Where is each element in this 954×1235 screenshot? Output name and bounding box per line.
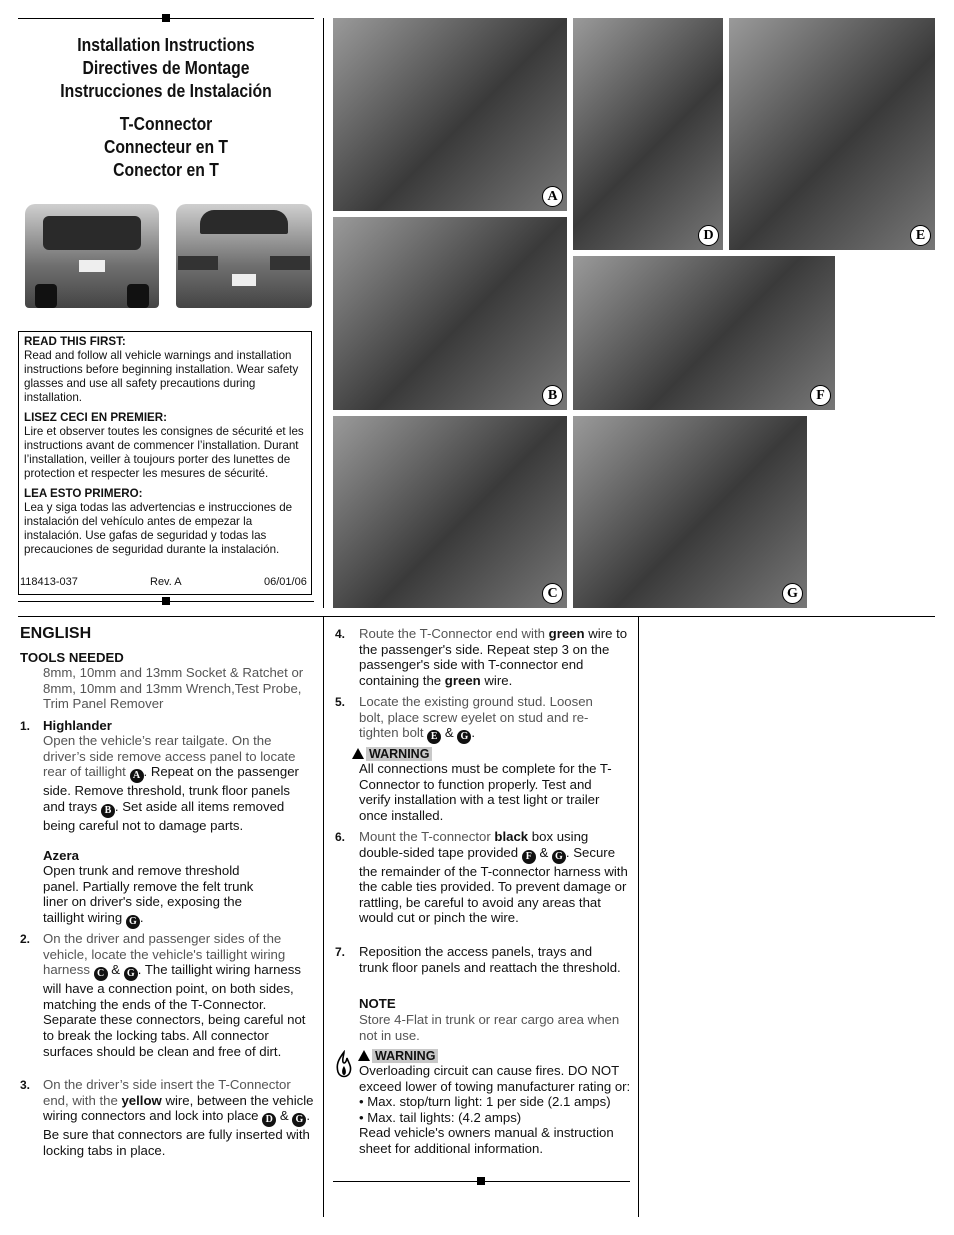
vertical-divider-top — [323, 18, 324, 608]
product-en: T-Connector — [119, 113, 213, 134]
notice-es-heading: LEA ESTO PRIMERO: — [24, 487, 143, 500]
warning-triangle-icon — [358, 1050, 370, 1061]
ampersand: & — [444, 725, 454, 741]
notice-fr-body: Lire et observer toutes les consignes de sécurité et les instructions avant de commencer l’installation. Durant l’installation, veiller à toujours porter des lunettes de protection et respecter les mesures de sécurité. — [24, 425, 304, 480]
step-1-text — [43, 733, 309, 833]
step-6-part-1: Mount the T-connector — [359, 829, 491, 844]
step-1-highlander: Highlander — [43, 718, 112, 733]
step-6-number: 6. — [335, 830, 346, 844]
date: 06/01/06 — [264, 576, 307, 588]
photo-a — [333, 18, 567, 211]
photo-b — [333, 217, 567, 410]
photo-label: G — [782, 583, 803, 604]
step-4-part-2: wire to the passenger's side. Repeat step 3 on the passenger's side with T-connector end containing the — [359, 626, 628, 688]
step-4-green-2: green — [444, 672, 481, 688]
rule-marker — [162, 597, 170, 605]
title-es: Instrucciones de Instalación — [60, 80, 272, 101]
warning-2-line-3: • Max. tail lights: (4.2 amps) — [359, 1109, 522, 1125]
warning-2-line-1: Overloading circuit can cause fires. DO NOT exceed lower of towing manufacturer rating or: — [359, 1063, 631, 1094]
callout-g-icon: G — [126, 915, 140, 929]
callout-f-icon: F — [522, 850, 536, 864]
step-2-number: 2. — [20, 932, 31, 946]
step-3-part-3: . Be sure that connectors are fully inserted with locking tabs in place. — [43, 1108, 310, 1158]
step-3-yellow: yellow — [121, 1092, 162, 1108]
photo-label: B — [542, 385, 563, 406]
photo-label: F — [810, 385, 831, 406]
step-5-number: 5. — [335, 695, 346, 709]
notice-fr-heading: LISEZ CECI EN PREMIER: — [24, 411, 168, 424]
step-1-part-4: Open trunk and remove threshold panel. Partially remove the felt trunk liner on driver's side, exposing the taillight wiring — [43, 863, 254, 925]
step-6-black: black — [494, 829, 529, 844]
notice-en-body: Read and follow all vehicle warnings and installation instructions before beginning installation. Wear safety glasses and use all safety precautions during installation. — [24, 349, 299, 404]
step-1-number: 1. — [20, 719, 31, 733]
step-1-part-3: . Set aside all items removed being careful not to damage parts. — [43, 798, 285, 833]
callout-c-icon: C — [94, 967, 108, 981]
step-5-part-1: Locate the existing ground stud. Loosen bolt, place screw eyelet on stud and re-tighten bolt — [359, 694, 593, 741]
note-heading: NOTE — [359, 996, 396, 1011]
tools-body: 8mm, 10mm and 13mm Socket & Ratchet or 8mm, 10mm and 13mm Wrench,Test Probe, Trim Panel Remover — [43, 665, 304, 712]
ampersand: & — [279, 1108, 289, 1124]
step-6-text — [359, 829, 631, 926]
product-fr: Connecteur en T — [103, 136, 229, 157]
tools-heading: TOOLS NEEDED — [20, 650, 124, 665]
column-divider-2 — [638, 617, 639, 1217]
step-4-green: green — [548, 626, 585, 641]
callout-g-icon: G — [292, 1113, 306, 1127]
step-5-text: Locate the existing ground stud. Loosen bolt, place screw eyelet on stud and re-tighten bolt E & G . — [359, 694, 593, 743]
step-2-text — [43, 931, 315, 1059]
warning-text: WARNING — [366, 747, 432, 761]
title-en: Installation Instructions — [77, 34, 255, 55]
photo-f — [573, 256, 835, 410]
photo-label: A — [542, 186, 563, 207]
step-3-part-2: wire, between the vehicle wiring connectors and lock into place — [43, 1092, 314, 1124]
warning-2-body — [359, 1063, 633, 1157]
photo-label: D — [698, 225, 719, 246]
title-fr: Directives de Montage — [82, 57, 250, 78]
read-first-notice — [18, 331, 312, 595]
rule-marker — [162, 14, 170, 22]
step-3-text — [43, 1077, 315, 1158]
step-2-part-2: . The taillight wiring harness will have a connection point, on both sides, matching the ends of the T-Connector. Separate these connectors, being careful not to break the locking tabs. All connector surfaces should be clean and free of dirt. — [43, 962, 306, 1059]
notice-es-body: Lea y siga todas las advertencias e instrucciones de instalación del vehículo antes de empezar la instalación. Use gafas de seguridad y todas las precauciones de seguridad durante la instalación. — [24, 501, 293, 556]
notice-en-heading: READ THIS FIRST: — [24, 335, 126, 348]
callout-e-icon: E — [427, 730, 441, 744]
callout-g-icon: G — [124, 967, 138, 981]
title-block — [18, 33, 314, 181]
step-6-part-2: box using double-sided tape provided — [359, 829, 589, 860]
fire-hazard-icon — [334, 1050, 354, 1080]
step-4-part-3: wire. — [484, 672, 513, 688]
photo-label: C — [542, 583, 563, 604]
step-4-part-1: Route the T-Connector end with — [359, 626, 545, 641]
warning-2-line-2: • Max. stop/turn light: 1 per side (2.1 amps) — [359, 1094, 611, 1110]
step-1-azera: Azera — [43, 848, 79, 863]
step-4-number: 4. — [335, 627, 346, 641]
note-body: Store 4-Flat in trunk or rear cargo area when not in use. — [359, 1012, 620, 1043]
step-1-part-1: Open the vehicle’s rear tailgate. On the driver’s side remove access panel to locate rear of taillight — [43, 733, 296, 780]
vehicle-image-sedan — [176, 204, 312, 308]
callout-d-icon: D — [262, 1113, 276, 1127]
step-3-number: 3. — [20, 1078, 31, 1092]
step-4-text — [359, 626, 631, 688]
vehicle-image-suv — [25, 204, 159, 308]
product-es: Conector en T — [113, 159, 219, 180]
part-number: 118413-037 — [20, 576, 78, 588]
warning-triangle-icon — [352, 748, 364, 759]
callout-b-icon: B — [101, 804, 115, 818]
photo-label: E — [910, 225, 931, 246]
photo-e — [729, 18, 935, 250]
ampersand: & — [111, 962, 121, 978]
photo-c — [333, 416, 567, 608]
rule-marker — [477, 1177, 485, 1185]
callout-g-icon: G — [457, 730, 471, 744]
step-1-part-2: . Repeat on the passenger side. Remove threshold, trunk floor panels and trays — [43, 764, 299, 814]
section-rule — [18, 616, 935, 617]
step-7-number: 7. — [335, 945, 346, 959]
step-6-part-3: . Secure the remainder of the T-connector harness with the cable ties provided. To prevent damage or rattling, be careful to avoid any areas that would cut or pinch the wire. — [359, 844, 628, 926]
callout-a-icon: A — [130, 769, 144, 783]
revision: Rev. A — [150, 576, 182, 588]
warning-text: WARNING — [372, 1049, 438, 1063]
photo-d — [573, 18, 723, 250]
warning-2-line-4: Read vehicle's owners manual & instruction sheet for additional information. — [359, 1125, 614, 1156]
warning-1-body: All connections must be complete for the T-Connector to function properly. Test and verify installation with a test light or trailer once installed. — [359, 761, 612, 823]
ampersand: & — [539, 844, 549, 860]
english-heading: ENGLISH — [20, 625, 92, 642]
photo-g — [573, 416, 807, 608]
callout-g-icon: G — [552, 850, 566, 864]
step-7-text: Reposition the access panels, trays and trunk floor panels and reattach the threshold. — [359, 944, 621, 975]
step-1-azera-text: Open trunk and remove threshold panel. Partially remove the felt trunk liner on driver's side, exposing the taillight wiring G . — [43, 863, 254, 927]
step-3-part-1: On the driver’s side insert the T-Connector end, with the — [43, 1077, 291, 1108]
column-divider-1 — [323, 617, 324, 1217]
step-2-part-1: On the driver and passenger sides of the vehicle, locate the vehicle's taillight wiring harness — [43, 931, 286, 978]
